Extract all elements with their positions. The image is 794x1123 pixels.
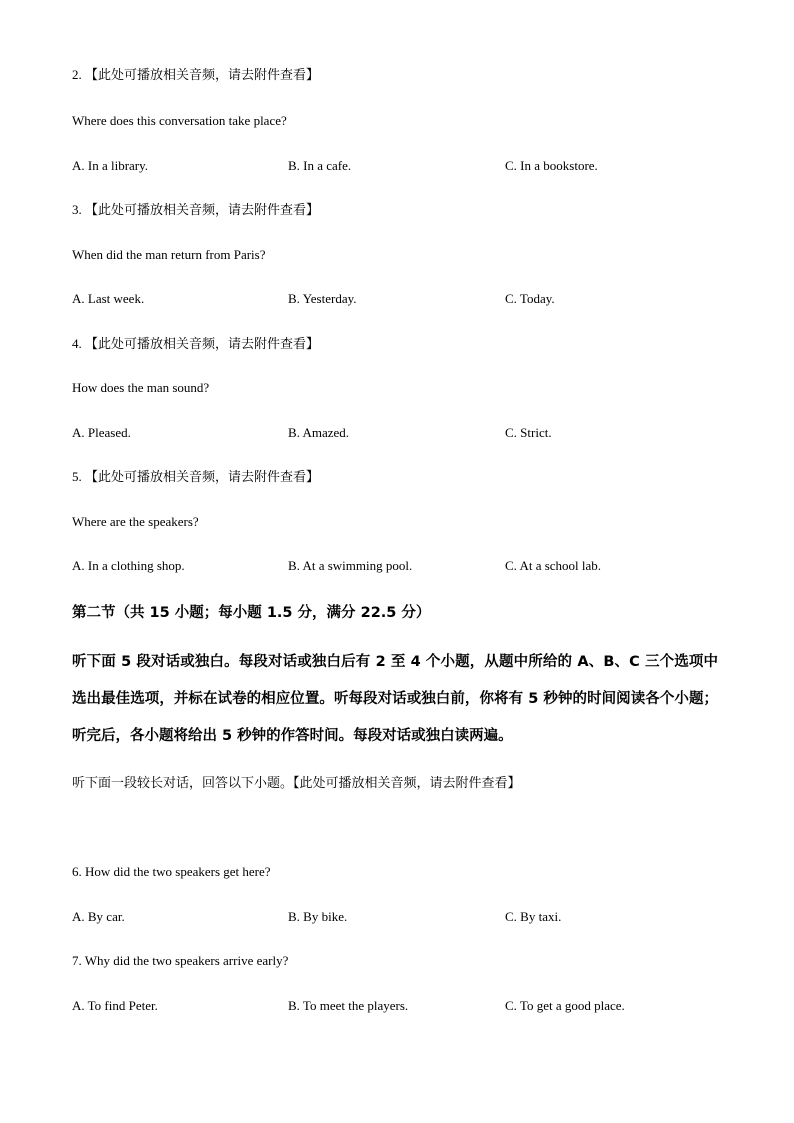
question-number: 3. — [72, 202, 82, 217]
question-2-option-b[interactable]: B. In a cafe. — [288, 158, 352, 173]
question-3-option-c[interactable]: C. Today. — [505, 291, 555, 306]
question-6-option-c[interactable]: C. By taxi. — [505, 909, 562, 924]
question-6-option-a[interactable]: A. By car. — [72, 909, 125, 924]
section-2-instructions: 听下面 5 段对话或独白。每段对话或独白后有 2 至 4 个小题，从题中所给的 A、B、C 三个选项中选出最佳选项，并标在试卷的相应位置。听每段对话或独白前，你将有 5 秒钟的时间阅读各个小题；听完后，各小题将给出 5 秒钟的作答时间。每段对话或独白读两遍。 — [72, 654, 718, 744]
question-4-option-b[interactable]: B. Amazed. — [288, 425, 350, 440]
question-6-prompt: 6. How did the two speakers get here? — [72, 864, 271, 879]
question-5-option-a[interactable]: A. In a clothing shop. — [72, 558, 185, 573]
audio-note-link[interactable]: 【此处可播放相关音频，请去附件查看】 — [85, 337, 320, 352]
question-5-header — [72, 468, 319, 487]
question-2-header — [72, 66, 319, 85]
question-2-option-a[interactable]: A. In a library. — [72, 158, 149, 173]
question-7-option-a[interactable]: A. To find Peter. — [72, 998, 158, 1013]
question-3-prompt: When did the man return from Paris? — [72, 247, 266, 262]
question-4-prompt: How does the man sound? — [72, 380, 210, 395]
question-2-prompt: Where does this conversation take place? — [72, 113, 287, 128]
question-7-prompt: 7. Why did the two speakers arrive early? — [72, 953, 289, 968]
question-number: 5. — [72, 469, 82, 484]
question-2-option-c[interactable]: C. In a bookstore. — [505, 158, 598, 173]
question-5-option-c[interactable]: C. At a school lab. — [505, 558, 602, 573]
question-3-header — [72, 201, 319, 220]
audio-note-link[interactable]: 【此处可播放相关音频，请去附件查看】 — [85, 470, 320, 485]
audio-note-link[interactable]: 【此处可播放相关音频，请去附件查看】 — [85, 203, 320, 218]
question-6-option-b[interactable]: B. By bike. — [288, 909, 348, 924]
question-3-option-a[interactable]: A. Last week. — [72, 291, 145, 306]
question-5-prompt: Where are the speakers? — [72, 514, 199, 529]
sub-instruction: 听下面一段较长对话，回答以下小题。【此处可播放相关音频，请去附件查看】 — [72, 776, 521, 791]
question-7-option-b[interactable]: B. To meet the players. — [288, 998, 409, 1013]
question-3-option-b[interactable]: B. Yesterday. — [288, 291, 357, 306]
audio-note-link[interactable]: 【此处可播放相关音频，请去附件查看】 — [85, 68, 320, 83]
question-7-option-c[interactable]: C. To get a good place. — [505, 998, 625, 1013]
question-number: 4. — [72, 336, 82, 351]
question-4-option-c[interactable]: C. Strict. — [505, 425, 552, 440]
question-number: 2. — [72, 67, 82, 82]
question-5-option-b[interactable]: B. At a swimming pool. — [288, 558, 413, 573]
question-4-option-a[interactable]: A. Pleased. — [72, 425, 131, 440]
question-4-header — [72, 335, 319, 354]
section-2-title: 第二节（共 15 小题；每小题 1.5 分，满分 22.5 分） — [72, 605, 431, 621]
